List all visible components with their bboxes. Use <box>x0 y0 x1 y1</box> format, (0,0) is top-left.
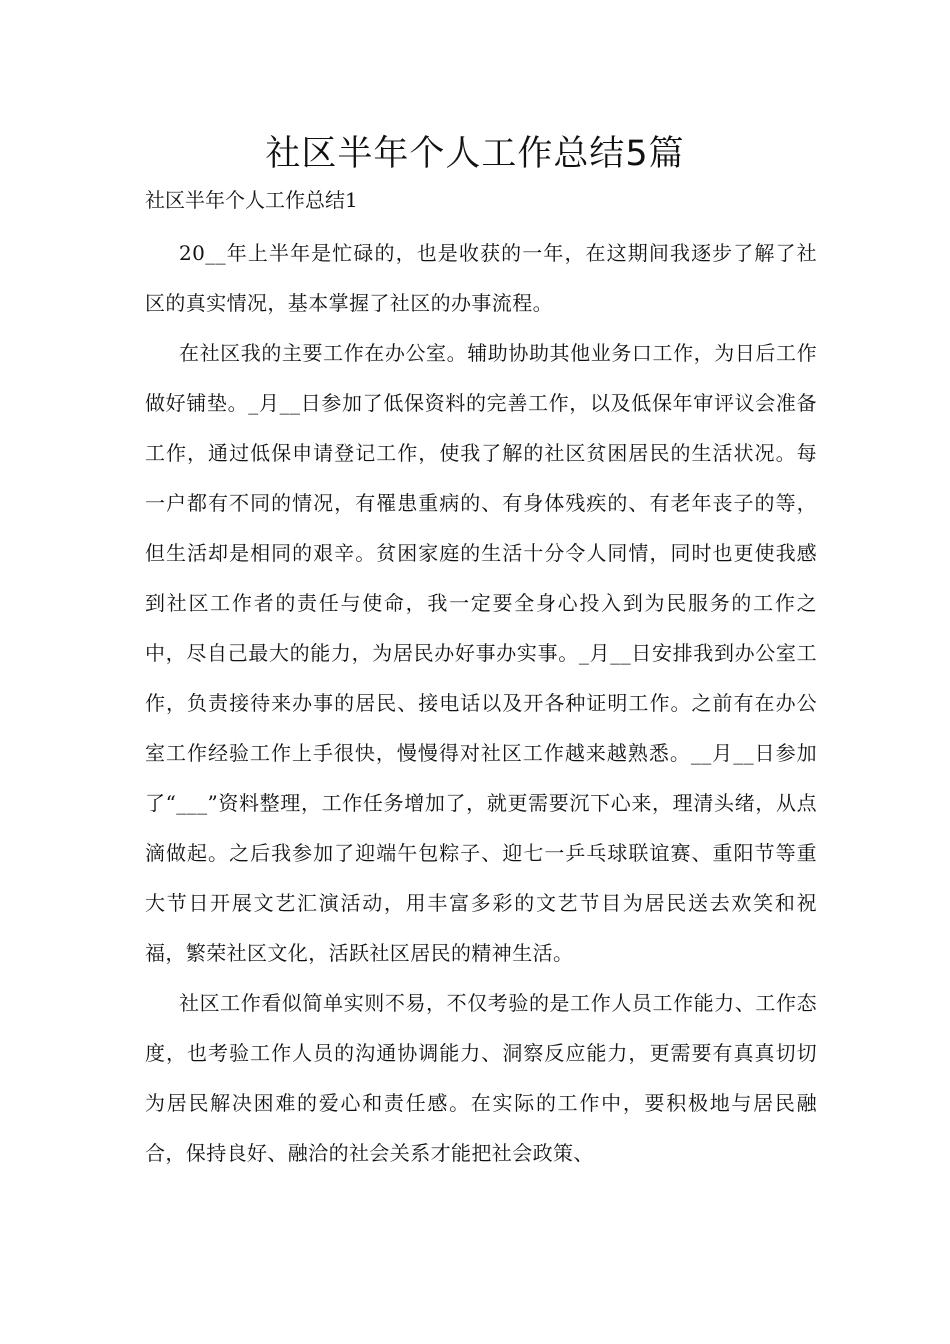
document-body <box>145 228 817 1178</box>
document-title: 社区半年个人工作总结5篇 <box>265 134 685 174</box>
paragraph-1: 20__年上半年是忙碌的，也是收获的一年，在这期间我逐步了解了社区的真实情况，基本掌握了社区的办事流程。 <box>145 241 817 315</box>
paragraph-2: 在社区我的主要工作在办公室。辅助协助其他业务口工作，为日后工作做好铺垫。_月__日参加了低保资料的完善工作，以及低保年审评议会准备工作，通过低保申请登记工作，使我了解的社区贫困居民的生活状况。每一户都有不同的情况，有罹患重病的、有身体残疾的、有老年丧子的等，但生活却是相同的艰辛。贫困家庭的生活十分令人同情，同时也更使我感到社区工作者的责任与使命，我一定要全身心投入到为民服务的工作之中，尽自己最大的能力，为居民办好事办实事。_月__日安排我到办公室工作，负责接待来办事的居民、接电话以及开各种证明工作。之前有在办公室工作经验工作上手很快，慢慢得对社区工作越来越熟悉。__月__日参加了“___”资料整理，工作任务增加了，就更需要沉下心来，理清头绪，从点滴做起。之后我参加了迎端午包粽子、迎七一乒乓球联谊赛、重阳节等重大节日开展文艺汇演活动，用丰富多彩的文艺节目为居民送去欢笑和祝福，繁荣社区文化，活跃社区居民的精神生活。 <box>145 341 817 965</box>
section-heading: 社区半年个人工作总结1 <box>145 188 358 212</box>
paragraph-3: 社区工作看似简单实则不易，不仅考验的是工作人员工作能力、工作态度，也考验工作人员的沟通协调能力、洞察反应能力，更需要有真真切切为居民解决困难的爱心和责任感。在实际的工作中，要积极地与居民融合，保持良好、融洽的社会关系才能把社会政策、 <box>145 991 817 1165</box>
